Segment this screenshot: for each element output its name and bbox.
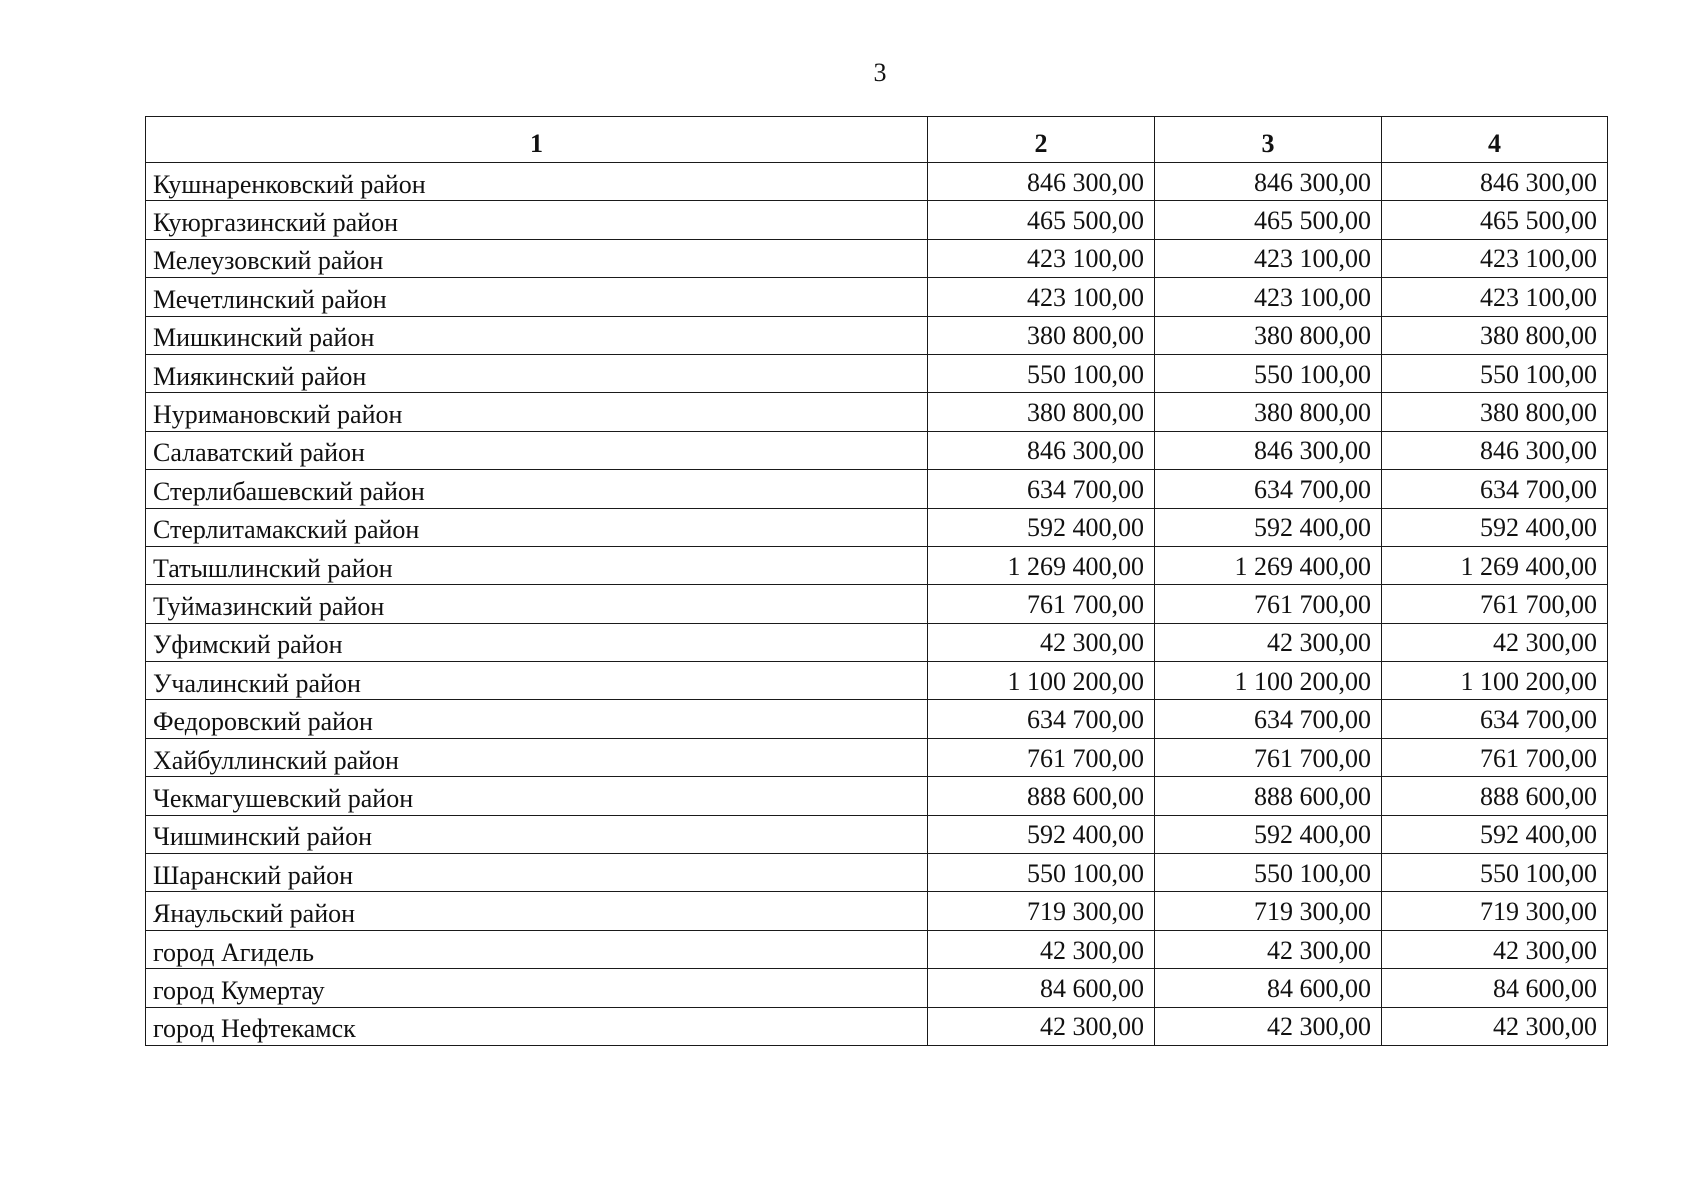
amount-cell-col2: 719 300,00 [928,892,1155,930]
amount-cell-col3: 380 800,00 [1155,316,1382,354]
district-name-cell: Учалинский район [146,662,928,700]
district-name-cell: Миякинский район [146,354,928,392]
district-name-cell: Салаватский район [146,431,928,469]
amount-cell-col3: 761 700,00 [1155,738,1382,776]
amount-cell-col2: 423 100,00 [928,278,1155,316]
amount-cell-col3: 634 700,00 [1155,700,1382,738]
amount-cell-col2: 84 600,00 [928,969,1155,1007]
amount-cell-col4: 380 800,00 [1382,316,1608,354]
amount-cell-col4: 592 400,00 [1382,815,1608,853]
amount-cell-col2: 465 500,00 [928,201,1155,239]
amount-cell-col2: 846 300,00 [928,163,1155,201]
table-row [146,239,1608,277]
amount-cell-col4: 634 700,00 [1382,700,1608,738]
amount-cell-col2: 761 700,00 [928,585,1155,623]
amount-cell-col4: 761 700,00 [1382,738,1608,776]
amount-cell-col2: 42 300,00 [928,1007,1155,1045]
district-name-cell: Чишминский район [146,815,928,853]
amount-cell-col2: 634 700,00 [928,700,1155,738]
amount-cell-col2: 1 100 200,00 [928,662,1155,700]
table-row [146,585,1608,623]
district-name-cell: Мишкинский район [146,316,928,354]
table-row [146,316,1608,354]
amount-cell-col4: 888 600,00 [1382,777,1608,815]
allocation-table [145,116,1608,1046]
amount-cell-col3: 423 100,00 [1155,278,1382,316]
amount-cell-col3: 761 700,00 [1155,585,1382,623]
amount-cell-col2: 550 100,00 [928,854,1155,892]
district-name-cell: Мечетлинский район [146,278,928,316]
amount-cell-col4: 550 100,00 [1382,854,1608,892]
table-row [146,700,1608,738]
amount-cell-col2: 42 300,00 [928,930,1155,968]
district-name-cell: Шаранский район [146,854,928,892]
district-name-cell: Мелеузовский район [146,239,928,277]
district-name-cell: Стерлибашевский район [146,470,928,508]
column-header-2: 2 [928,117,1155,163]
amount-cell-col4: 423 100,00 [1382,278,1608,316]
amount-cell-col3: 634 700,00 [1155,470,1382,508]
table-row [146,508,1608,546]
table-row [146,278,1608,316]
amount-cell-col4: 84 600,00 [1382,969,1608,1007]
district-name-cell: Хайбуллинский район [146,738,928,776]
amount-cell-col4: 42 300,00 [1382,623,1608,661]
table-row [146,662,1608,700]
amount-cell-col2: 380 800,00 [928,316,1155,354]
amount-cell-col3: 465 500,00 [1155,201,1382,239]
amount-cell-col4: 1 100 200,00 [1382,662,1608,700]
amount-cell-col3: 888 600,00 [1155,777,1382,815]
table-row [146,738,1608,776]
district-name-cell: Уфимский район [146,623,928,661]
amount-cell-col4: 423 100,00 [1382,239,1608,277]
table-row [146,201,1608,239]
amount-cell-col2: 42 300,00 [928,623,1155,661]
amount-cell-col2: 380 800,00 [928,393,1155,431]
amount-cell-col4: 761 700,00 [1382,585,1608,623]
table-row [146,854,1608,892]
amount-cell-col4: 42 300,00 [1382,1007,1608,1045]
amount-cell-col4: 634 700,00 [1382,470,1608,508]
amount-cell-col4: 465 500,00 [1382,201,1608,239]
amount-cell-col3: 42 300,00 [1155,930,1382,968]
column-header-4: 4 [1382,117,1608,163]
district-name-cell: город Кумертау [146,969,928,1007]
amount-cell-col2: 550 100,00 [928,354,1155,392]
table-row [146,431,1608,469]
amount-cell-col4: 380 800,00 [1382,393,1608,431]
district-name-cell: Федоровский район [146,700,928,738]
table-row [146,393,1608,431]
table-row [146,815,1608,853]
amount-cell-col3: 423 100,00 [1155,239,1382,277]
amount-cell-col3: 550 100,00 [1155,854,1382,892]
amount-cell-col3: 846 300,00 [1155,431,1382,469]
amount-cell-col4: 42 300,00 [1382,930,1608,968]
district-name-cell: Чекмагушевский район [146,777,928,815]
table-row [146,1007,1608,1045]
table-row [146,354,1608,392]
table-body [146,163,1608,1046]
table-row [146,163,1608,201]
amount-cell-col4: 1 269 400,00 [1382,546,1608,584]
table-row [146,777,1608,815]
table-row [146,470,1608,508]
table-row [146,969,1608,1007]
amount-cell-col3: 550 100,00 [1155,354,1382,392]
amount-cell-col3: 719 300,00 [1155,892,1382,930]
amount-cell-col3: 592 400,00 [1155,815,1382,853]
district-name-cell: Куюргазинский район [146,201,928,239]
amount-cell-col4: 846 300,00 [1382,431,1608,469]
amount-cell-col3: 42 300,00 [1155,623,1382,661]
amount-cell-col3: 84 600,00 [1155,969,1382,1007]
amount-cell-col2: 846 300,00 [928,431,1155,469]
amount-cell-col3: 846 300,00 [1155,163,1382,201]
amount-cell-col3: 42 300,00 [1155,1007,1382,1045]
district-name-cell: город Агидель [146,930,928,968]
amount-cell-col3: 1 269 400,00 [1155,546,1382,584]
district-name-cell: Туймазинский район [146,585,928,623]
table-row [146,930,1608,968]
amount-cell-col2: 592 400,00 [928,508,1155,546]
allocation-table-container [145,116,1607,1046]
district-name-cell: город Нефтекамск [146,1007,928,1045]
district-name-cell: Нуримановский район [146,393,928,431]
page-number: 3 [873,58,887,87]
district-name-cell: Татышлинский район [146,546,928,584]
amount-cell-col3: 1 100 200,00 [1155,662,1382,700]
table-row [146,892,1608,930]
amount-cell-col3: 592 400,00 [1155,508,1382,546]
amount-cell-col2: 634 700,00 [928,470,1155,508]
amount-cell-col2: 888 600,00 [928,777,1155,815]
amount-cell-col4: 550 100,00 [1382,354,1608,392]
table-row [146,546,1608,584]
amount-cell-col2: 761 700,00 [928,738,1155,776]
amount-cell-col2: 423 100,00 [928,239,1155,277]
amount-cell-col4: 846 300,00 [1382,163,1608,201]
table-header-row [146,117,1608,163]
district-name-cell: Янаульский район [146,892,928,930]
amount-cell-col2: 1 269 400,00 [928,546,1155,584]
amount-cell-col4: 592 400,00 [1382,508,1608,546]
amount-cell-col3: 380 800,00 [1155,393,1382,431]
district-name-cell: Кушнаренковский район [146,163,928,201]
amount-cell-col4: 719 300,00 [1382,892,1608,930]
district-name-cell: Стерлитамакский район [146,508,928,546]
table-row [146,623,1608,661]
column-header-1: 1 [146,117,928,163]
column-header-3: 3 [1155,117,1382,163]
amount-cell-col2: 592 400,00 [928,815,1155,853]
